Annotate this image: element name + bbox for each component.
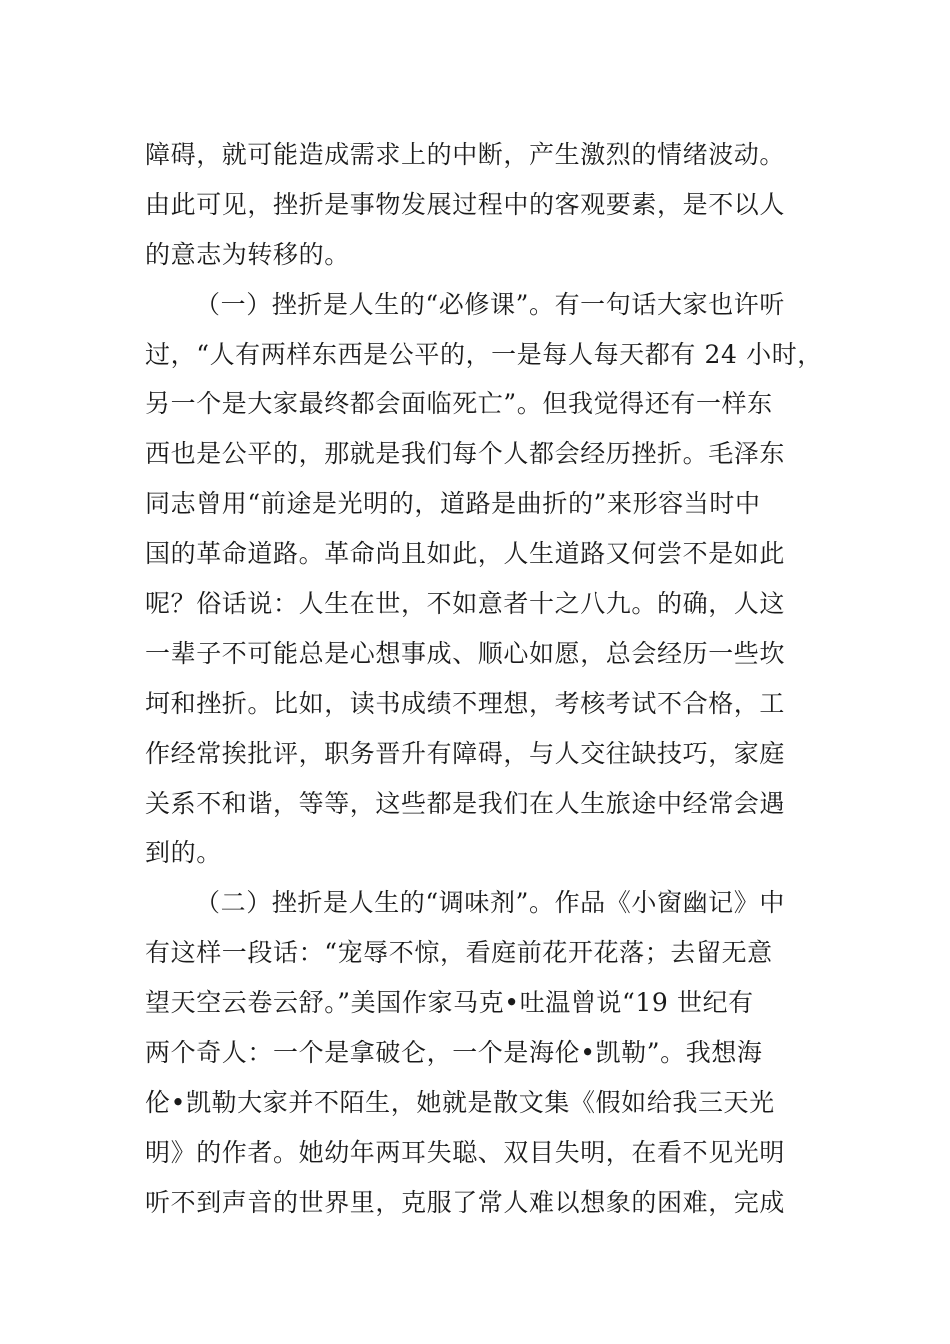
paragraph-section-2 [145,878,810,1227]
text-line: 望天空云卷云舒。”美国作家马克•吐温曾说“19 世纪有 [145,988,754,1018]
body-text [145,130,823,1228]
text-line: 有这样一段话：“宠辱不惊，看庭前花开花落；去留无意 [145,938,773,968]
text-line: 由此可见，挫折是事物发展过程中的客观要素，是不以人 [145,189,786,219]
paragraph-intro [145,130,810,280]
text-line: 关系不和谐，等等，这些都是我们在人生旅途中经常会遇 [145,788,786,818]
text-line: 一辈子不可能总是心想事成、顺心如愿，总会经历一些坎 [145,638,786,668]
text-line: 障碍，就可能造成需求上的中断，产生激烈的情绪波动。 [145,140,786,169]
text-line: 听不到声音的世界里，克服了常人难以想象的困难，完成 [145,1187,786,1217]
text-line: 国的革命道路。革命尚且如此，人生道路又何尝不是如此 [145,539,786,569]
text-line: 另一个是大家最终都会面临死亡”。但我觉得还有一样东 [145,389,773,419]
text-line: 西也是公平的，那就是我们每个人都会经历挫折。毛泽东 [145,439,786,469]
text-line: 坷和挫折。比如，读书成绩不理想，考核考试不合格，工 [145,688,786,718]
text-line: 明》的作者。她幼年两耳失聪、双目失明，在看不见光明 [145,1137,786,1167]
text-line-first: （二）挫折是人生的“调味剂”。作品《小窗幽记》中 [195,888,785,918]
text-line: 同志曾用“前途是光明的，道路是曲折的”来形容当时中 [145,489,761,519]
text-line: 的意志为转移的。 [145,239,350,269]
text-line: 作经常挨批评，职务晋升有障碍，与人交往缺技巧，家庭 [145,738,786,768]
paragraph-section-1 [145,280,823,879]
text-line: 过，“人有两样东西是公平的，一是每人每天都有 24 小时， [145,339,823,369]
text-line: 呢？俗话说：人生在世，不如意者十之八九。的确，人这 [145,589,786,619]
text-line: 伦•凯勒大家并不陌生，她就是散文集《假如给我三天光 [145,1087,775,1117]
text-line: 到的。 [145,838,222,868]
text-line-first: （一）挫折是人生的“必修课”。有一句话大家也许听 [195,289,785,319]
text-line: 两个奇人：一个是拿破仑，一个是海伦•凯勒”。我想海 [145,1038,763,1068]
